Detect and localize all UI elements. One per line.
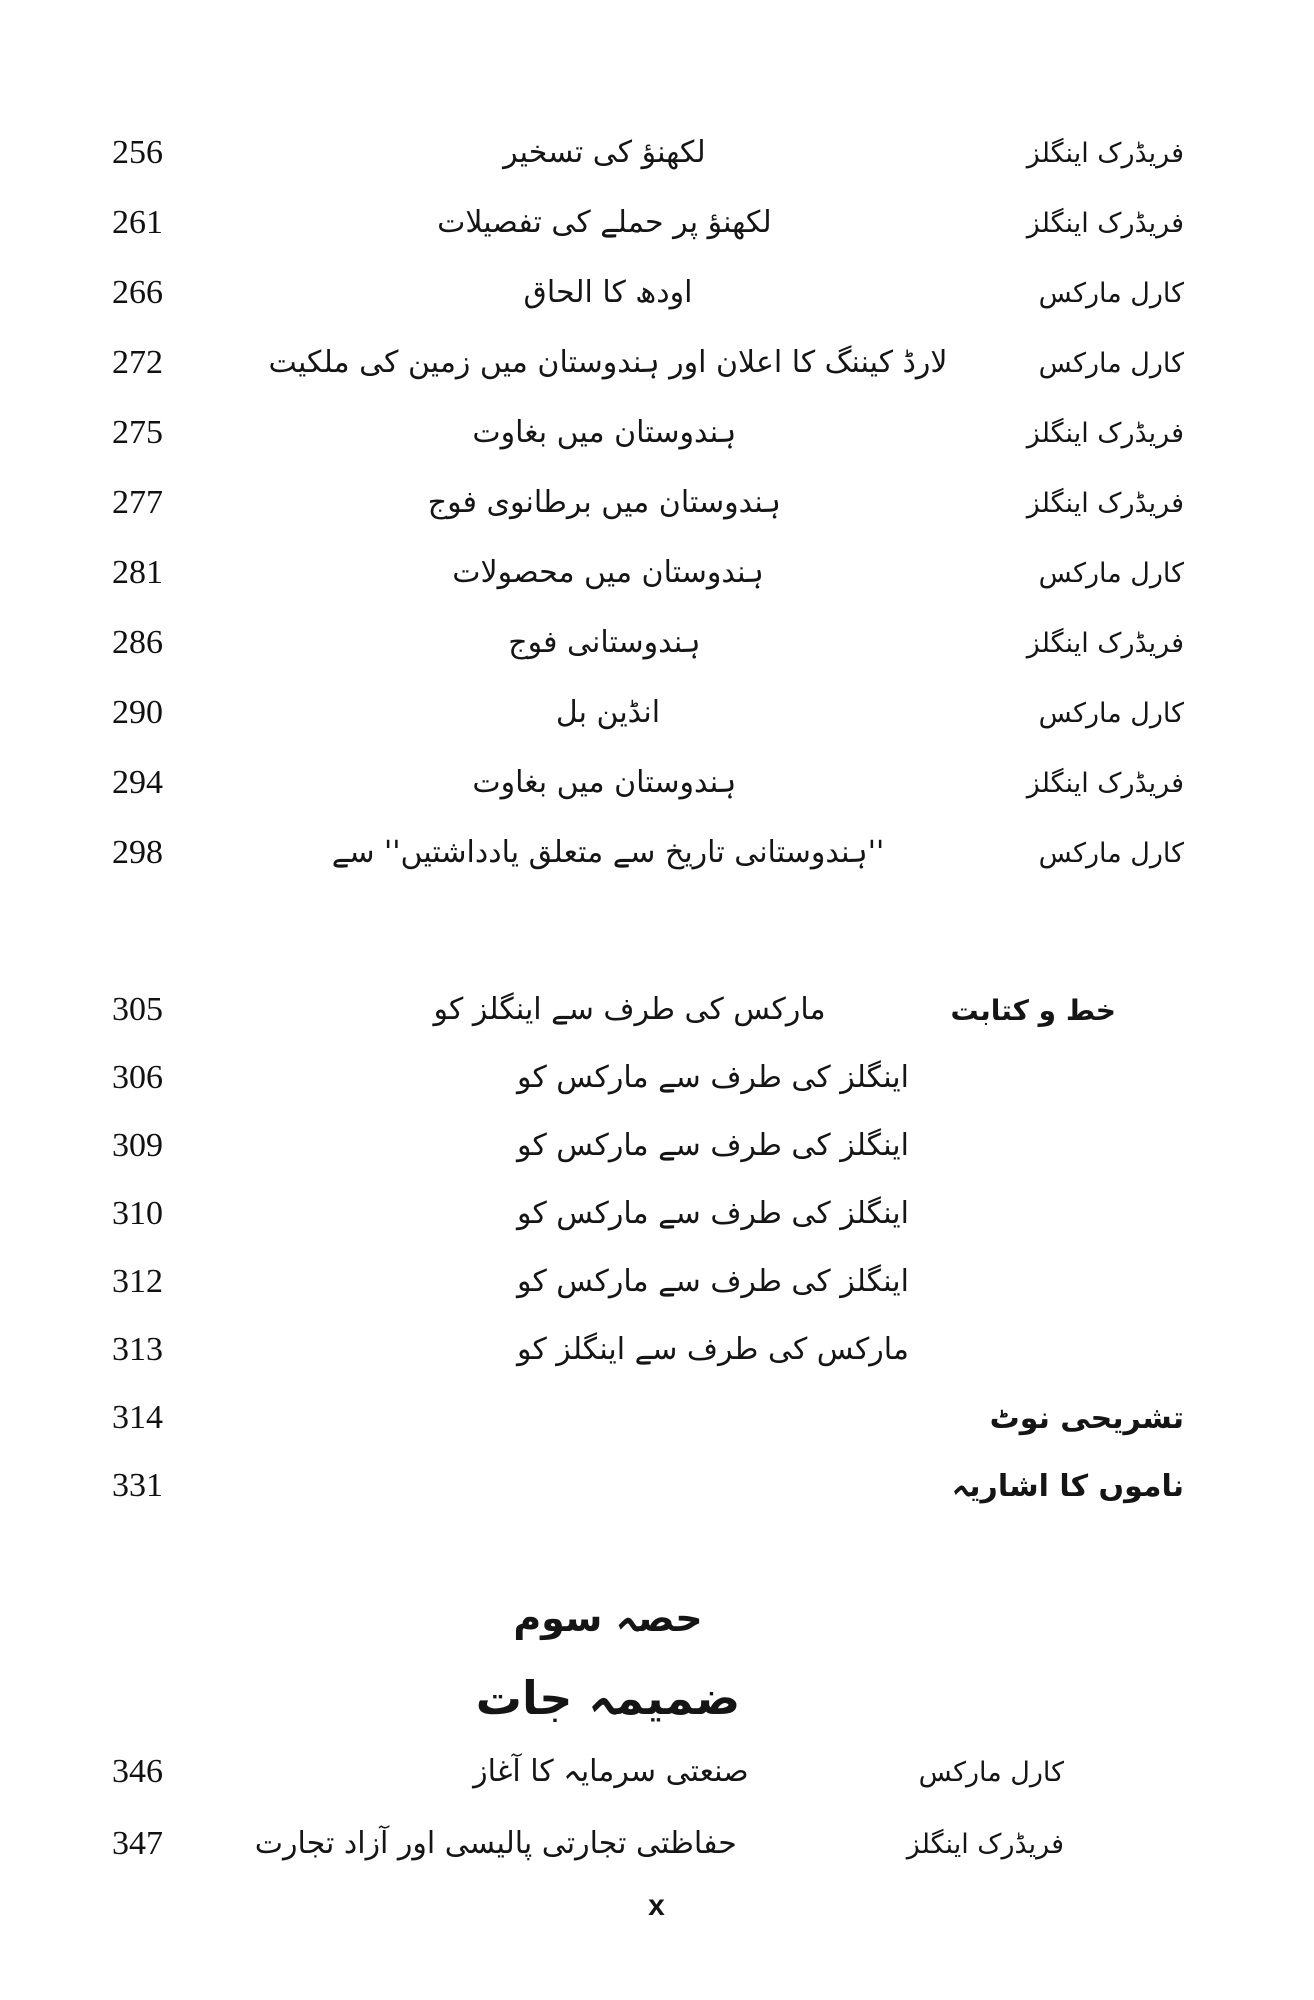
part-headings [0, 1590, 1314, 1736]
entry-author: فریڈرک اینگلز [1026, 627, 1184, 659]
entry-title: مارکس کی طرف سے اینگلز کو [433, 992, 826, 1027]
entry-author: کارل مارکس [918, 1756, 1064, 1788]
toc-row [0, 258, 1314, 328]
page-number: 312 [112, 1263, 163, 1300]
page-number: 272 [112, 344, 163, 381]
page-number: 310 [112, 1195, 163, 1232]
page-number: 346 [112, 1753, 163, 1790]
toc-row [0, 1180, 1314, 1248]
page-number: 290 [112, 694, 163, 731]
toc-row [0, 188, 1314, 258]
entry-title: ہندوستان میں برطانوی فوج [427, 485, 782, 520]
toc-row [0, 608, 1314, 678]
entry-author: فریڈرک اینگلز [1026, 417, 1184, 449]
section-gap [0, 888, 1314, 976]
toc-row [0, 468, 1314, 538]
toc-row [0, 1808, 1314, 1880]
entry-end-label: تشریحی نوٹ [989, 1400, 1184, 1436]
entry-title: لکھنؤ پر حملے کی تفصیلات [437, 205, 772, 240]
entry-title: حفاظتی تجارتی پالیسی اور آزاد تجارت [254, 1826, 737, 1861]
page-number: 281 [112, 554, 163, 591]
entry-author: کارل مارکس [1038, 837, 1184, 869]
entry-title: اینگلز کی طرف سے مارکس کو [516, 1196, 909, 1231]
part-three-heading: حصہ سوم [513, 1596, 703, 1640]
toc-row [0, 328, 1314, 398]
toc-row [0, 678, 1314, 748]
entry-author: کارل مارکس [1038, 697, 1184, 729]
footer-page-marker: x [648, 1889, 666, 1922]
toc-row [0, 1316, 1314, 1384]
entry-author: فریڈرک اینگلز [906, 1828, 1064, 1860]
toc-row [0, 1452, 1314, 1520]
page-number: 256 [112, 134, 163, 171]
page-number: 347 [112, 1825, 163, 1862]
section-side-label: خط و کتابت [950, 993, 1116, 1027]
toc-row [0, 1248, 1314, 1316]
toc-row [0, 1044, 1314, 1112]
entry-author: فریڈرک اینگلز [1026, 487, 1184, 519]
toc-row [0, 976, 1314, 1044]
toc-row [0, 538, 1314, 608]
page-number: 305 [112, 991, 163, 1028]
entry-title: صنعتی سرمایہ کا آغاز [473, 1754, 749, 1789]
entry-title: ہندوستان میں بغاوت [472, 765, 737, 800]
page-number: 277 [112, 484, 163, 521]
page-number: 275 [112, 414, 163, 451]
toc-row [0, 818, 1314, 888]
entry-author: کارل مارکس [1038, 277, 1184, 309]
toc-row [0, 1736, 1314, 1808]
entry-title: اینگلز کی طرف سے مارکس کو [516, 1128, 909, 1163]
page-number: 314 [112, 1399, 163, 1436]
entry-author: کارل مارکس [1038, 347, 1184, 379]
entry-author: فریڈرک اینگلز [1026, 207, 1184, 239]
entry-author: کارل مارکس [1038, 557, 1184, 589]
entry-author: فریڈرک اینگلز [1026, 137, 1184, 169]
page-number: 309 [112, 1127, 163, 1164]
section-articles [0, 118, 1314, 888]
page-number: 306 [112, 1059, 163, 1096]
entry-author: فریڈرک اینگلز [1026, 767, 1184, 799]
entry-title: انڈین بل [555, 695, 661, 730]
toc-row [0, 748, 1314, 818]
section-appendices [0, 1736, 1314, 1880]
appendices-heading: ضمیمہ جات [475, 1671, 741, 1725]
entry-title: لکھنؤ کی تسخیر [503, 135, 706, 170]
page-number: 298 [112, 834, 163, 871]
entry-end-label: ناموں کا اشاریہ [951, 1468, 1184, 1504]
page-number: 286 [112, 624, 163, 661]
page-number: 266 [112, 274, 163, 311]
toc-row [0, 1384, 1314, 1452]
toc-row [0, 1112, 1314, 1180]
entry-title: مارکس کی طرف سے اینگلز کو [516, 1332, 909, 1367]
entry-title: ہندوستان میں محصولات [452, 555, 764, 590]
page-number: 331 [112, 1467, 163, 1504]
page-number: 313 [112, 1331, 163, 1368]
entry-title: اودھ کا الحاق [523, 275, 693, 310]
entry-title: ہندوستانی فوج [508, 625, 701, 660]
entry-title: ''ہندوستانی تاریخ سے متعلق یادداشتیں'' سے [331, 835, 885, 870]
section-correspondence [0, 976, 1314, 1520]
page-number: 294 [112, 764, 163, 801]
entry-title: اینگلز کی طرف سے مارکس کو [516, 1264, 909, 1299]
entry-title: ہندوستان میں بغاوت [472, 415, 737, 450]
toc-row [0, 118, 1314, 188]
entry-title: لارڈ کیننگ کا اعلان اور ہندوستان میں زمین کی ملکیت [268, 345, 948, 380]
entry-title: اینگلز کی طرف سے مارکس کو [516, 1060, 909, 1095]
toc-row [0, 398, 1314, 468]
page-number: 261 [112, 204, 163, 241]
